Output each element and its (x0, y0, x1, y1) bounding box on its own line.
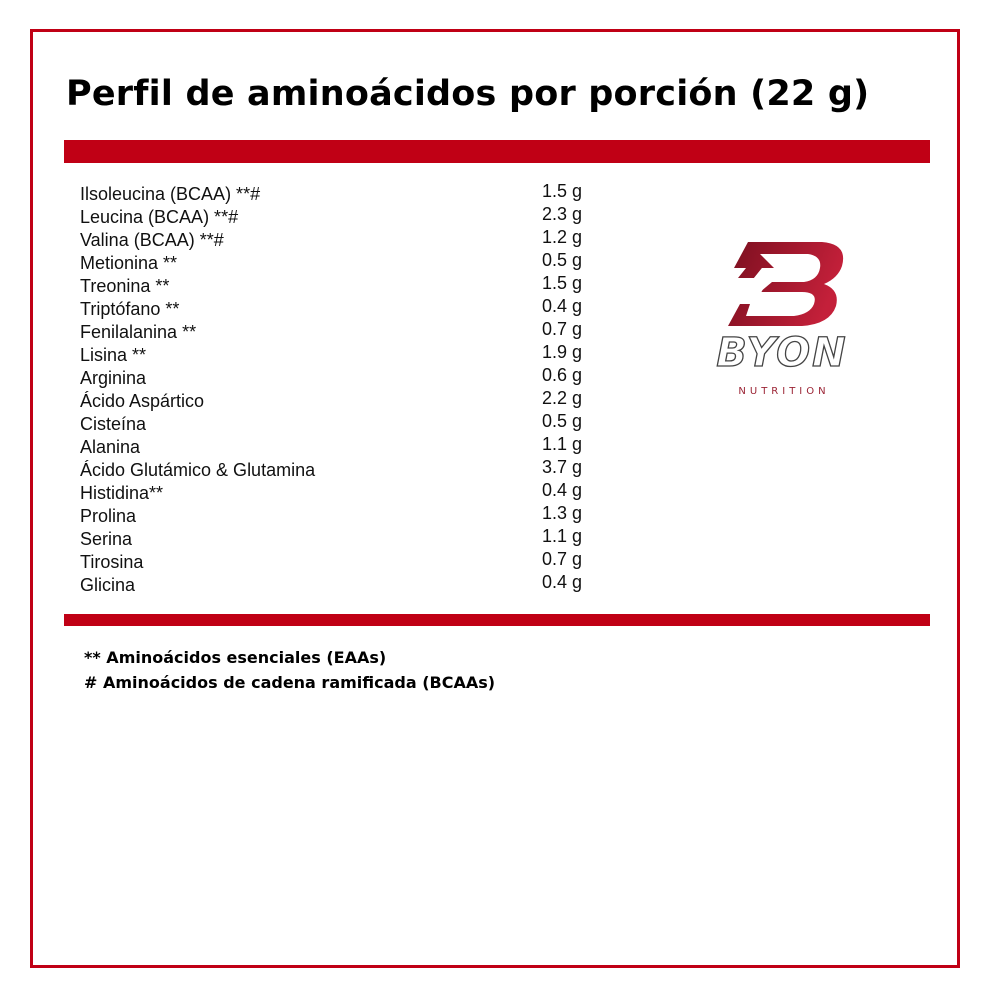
footnotes (84, 648, 495, 698)
amino-acid-name: Histidina** (80, 483, 164, 503)
amino-acid-name: Arginina (80, 368, 147, 388)
logo-tagline-text: NUTRITION (738, 386, 830, 397)
table-row (80, 526, 680, 549)
logo-brand-text: BYON (716, 330, 848, 376)
amino-acid-name: Tirosina (80, 552, 144, 572)
bcaa-note: # Aminoácidos de cadena ramificada (BCAAs) (84, 673, 496, 692)
top-divider-bar (64, 140, 930, 163)
amino-acid-name: Ácido Glutámico & Glutamina (80, 460, 316, 480)
amino-acid-amount: 1.3 g (542, 503, 583, 523)
amino-acid-amount: 0.4 g (542, 572, 583, 592)
amino-acid-amount: 3.7 g (542, 457, 583, 477)
amino-acid-name: Fenilalanina ** (80, 322, 197, 342)
table-row (80, 388, 680, 411)
amino-acid-amount: 0.4 g (542, 480, 583, 500)
amino-acid-amount: 0.7 g (542, 549, 583, 569)
amino-acid-amount: 0.5 g (542, 411, 583, 431)
amino-acid-name: Ácido Aspártico (80, 391, 205, 411)
amino-acid-amount: 0.7 g (542, 319, 583, 339)
table-row (80, 457, 680, 480)
table-row (80, 572, 680, 595)
table-row (80, 342, 680, 365)
amino-acid-name: Metionina ** (80, 253, 178, 273)
brand-logo (690, 238, 875, 398)
page-title: Perfil de aminoácidos por porción (22 g) (66, 74, 870, 114)
amino-acid-name: Triptófano ** (80, 299, 180, 319)
table-row (80, 273, 680, 296)
table-row (80, 411, 680, 434)
amino-acid-name: Glicina (80, 575, 136, 595)
table-row (80, 227, 680, 250)
table-row (80, 319, 680, 342)
table-row (80, 181, 680, 204)
amino-acid-name: Valina (BCAA) **# (80, 230, 224, 250)
amino-acid-name: Alanina (80, 437, 141, 457)
amino-acid-name: Ilsoleucina (BCAA) **# (80, 184, 261, 204)
amino-acid-name: Leucina (BCAA) **# (80, 207, 239, 227)
bottom-divider-bar (64, 614, 930, 626)
table-row (80, 250, 680, 273)
amino-acid-name: Treonina ** (80, 276, 170, 296)
table-row (80, 480, 680, 503)
amino-acid-amount: 0.6 g (542, 365, 583, 385)
table-row (80, 365, 680, 388)
table-row (80, 434, 680, 457)
table-row (80, 204, 680, 227)
amino-acid-name: Lisina ** (80, 345, 147, 365)
amino-acid-amount: 2.2 g (542, 388, 583, 408)
amino-acid-amount: 0.5 g (542, 250, 583, 270)
amino-acid-name: Serina (80, 529, 133, 549)
table-row (80, 549, 680, 572)
amino-acid-name: Cisteína (80, 414, 147, 434)
byon-b-logo-icon (690, 238, 875, 398)
essential-amino-acids-note: ** Aminoácidos esenciales (EAAs) (84, 648, 387, 667)
amino-acid-amount: 1.5 g (542, 273, 583, 293)
amino-acid-amount: 0.4 g (542, 296, 583, 316)
amino-acid-amount: 1.1 g (542, 526, 583, 546)
amino-acid-amount: 2.3 g (542, 204, 583, 224)
amino-acid-amount: 1.2 g (542, 227, 583, 247)
amino-acid-table (80, 181, 680, 595)
amino-acid-name: Prolina (80, 506, 137, 526)
table-row (80, 296, 680, 319)
amino-acid-amount: 1.9 g (542, 342, 583, 362)
amino-acid-amount: 1.5 g (542, 181, 583, 201)
table-row (80, 503, 680, 526)
amino-acid-amount: 1.1 g (542, 434, 583, 454)
